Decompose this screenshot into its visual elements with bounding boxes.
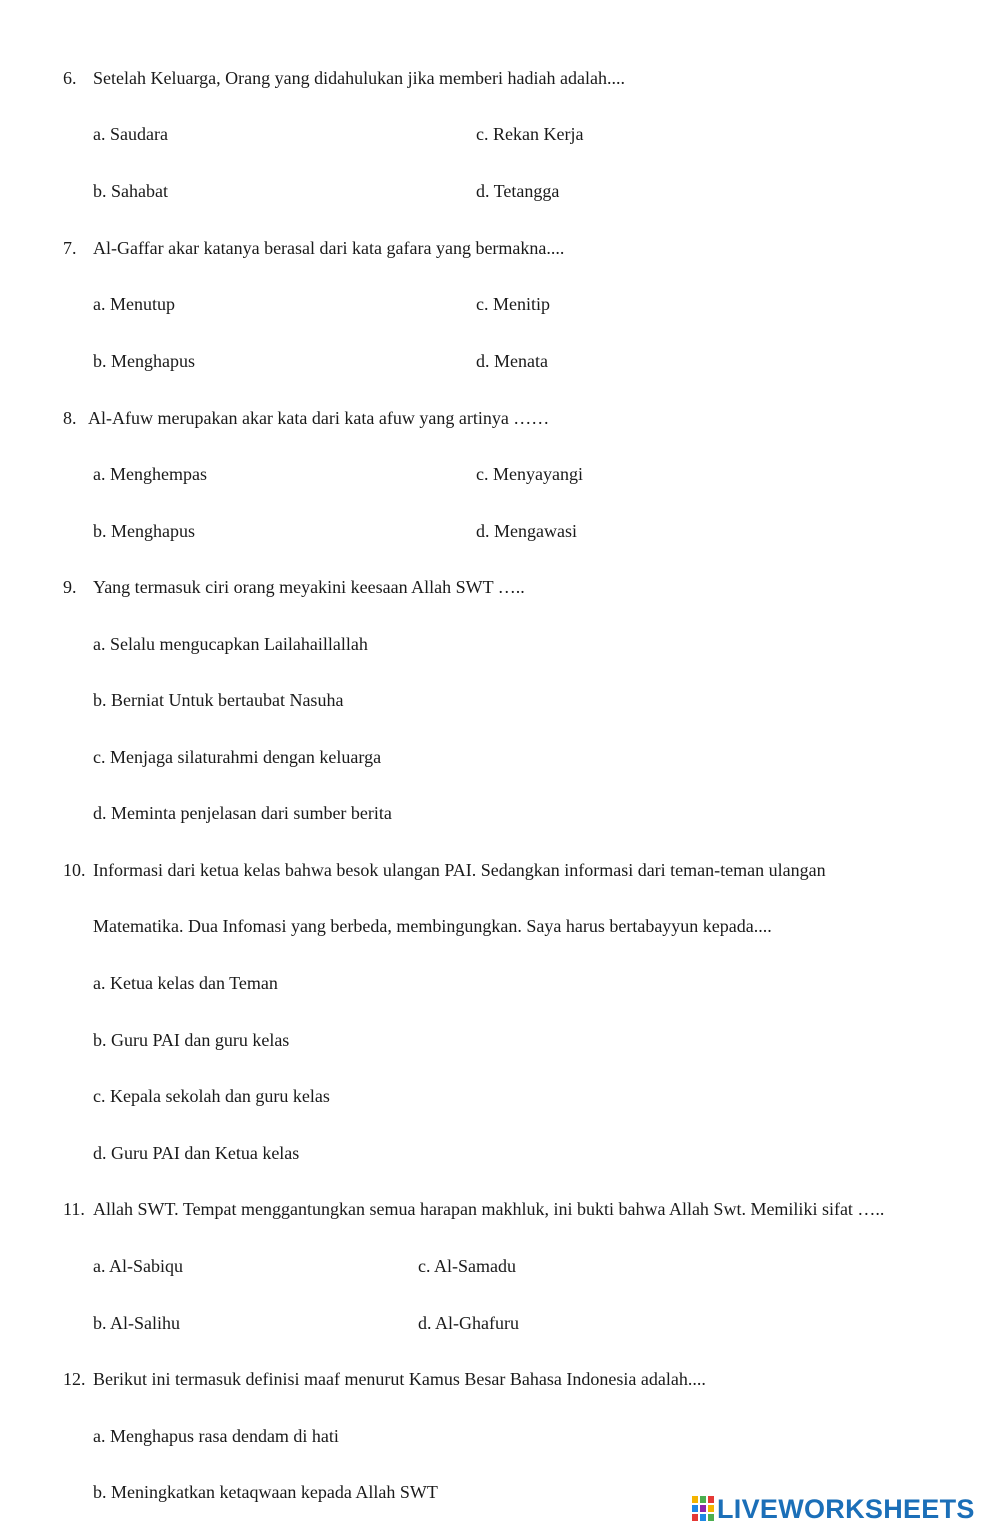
- question-number: 7.: [63, 238, 77, 258]
- option-d: d. Al-Ghafuru: [418, 1313, 519, 1333]
- option-c: c. Menjaga silaturahmi dengan keluarga: [93, 747, 382, 767]
- option-a: a. Menghempas: [93, 464, 207, 484]
- question-number: 10.: [63, 860, 86, 880]
- liveworksheets-watermark: [692, 1494, 975, 1524]
- question-text: Informasi dari ketua kelas bahwa besok ulangan PAI. Sedangkan informasi dari teman-teman ulangan: [93, 860, 826, 880]
- option-b: b. Meningkatkan ketaqwaan kepada Allah SWT: [93, 1482, 438, 1502]
- option-a: a. Ketua kelas dan Teman: [93, 973, 278, 993]
- question-text: Yang termasuk ciri orang meyakini keesaan Allah SWT …..: [93, 577, 525, 597]
- question-text: Setelah Keluarga, Orang yang didahulukan jika memberi hadiah adalah....: [93, 68, 625, 88]
- option-d: d. Guru PAI dan Ketua kelas: [93, 1143, 300, 1163]
- liveworksheets-logo-icon: [692, 1496, 714, 1522]
- option-c: c. Menitip: [476, 294, 550, 314]
- option-b: b. Berniat Untuk bertaubat Nasuha: [93, 690, 344, 710]
- option-a: a. Selalu mengucapkan Lailahaillallah: [93, 634, 368, 654]
- question-text-continued: Matematika. Dua Infomasi yang berbeda, membingungkan. Saya harus bertabayyun kepada....: [93, 916, 772, 936]
- question-number: 9.: [63, 577, 77, 597]
- option-a: a. Menutup: [93, 294, 175, 314]
- option-d: d. Meminta penjelasan dari sumber berita: [93, 803, 392, 823]
- option-c: c. Rekan Kerja: [476, 124, 584, 144]
- option-b: b. Sahabat: [93, 181, 168, 201]
- option-c: c. Al-Samadu: [418, 1256, 516, 1276]
- question-text: Al-Gaffar akar katanya berasal dari kata gafara yang bermakna....: [93, 238, 565, 258]
- question-number: 11.: [63, 1199, 85, 1219]
- option-a: a. Saudara: [93, 124, 168, 144]
- option-d: d. Menata: [476, 351, 548, 371]
- option-c: c. Kepala sekolah dan guru kelas: [93, 1086, 330, 1106]
- option-d: d. Tetangga: [476, 181, 560, 201]
- question-number: 6.: [63, 68, 77, 88]
- option-a: a. Menghapus rasa dendam di hati: [93, 1426, 339, 1446]
- option-b: b. Menghapus: [93, 351, 195, 371]
- question-text: Al-Afuw merupakan akar kata dari kata afuw yang artinya ……: [88, 408, 550, 428]
- option-c: c. Menyayangi: [476, 464, 583, 484]
- option-d: d. Mengawasi: [476, 521, 577, 541]
- option-b: b. Menghapus: [93, 521, 195, 541]
- question-number: 8.: [63, 408, 77, 428]
- option-a: a. Al-Sabiqu: [93, 1256, 183, 1276]
- question-text: Allah SWT. Tempat menggantungkan semua harapan makhluk, ini bukti bahwa Allah Swt. Memiliki sifat …..: [93, 1199, 885, 1219]
- option-b: b. Guru PAI dan guru kelas: [93, 1030, 290, 1050]
- option-b: b. Al-Salihu: [93, 1313, 181, 1333]
- question-text: Berikut ini termasuk definisi maaf menurut Kamus Besar Bahasa Indonesia adalah....: [93, 1369, 706, 1389]
- watermark-text: LIVEWORKSHEETS: [717, 1493, 975, 1524]
- question-number: 12.: [63, 1369, 86, 1389]
